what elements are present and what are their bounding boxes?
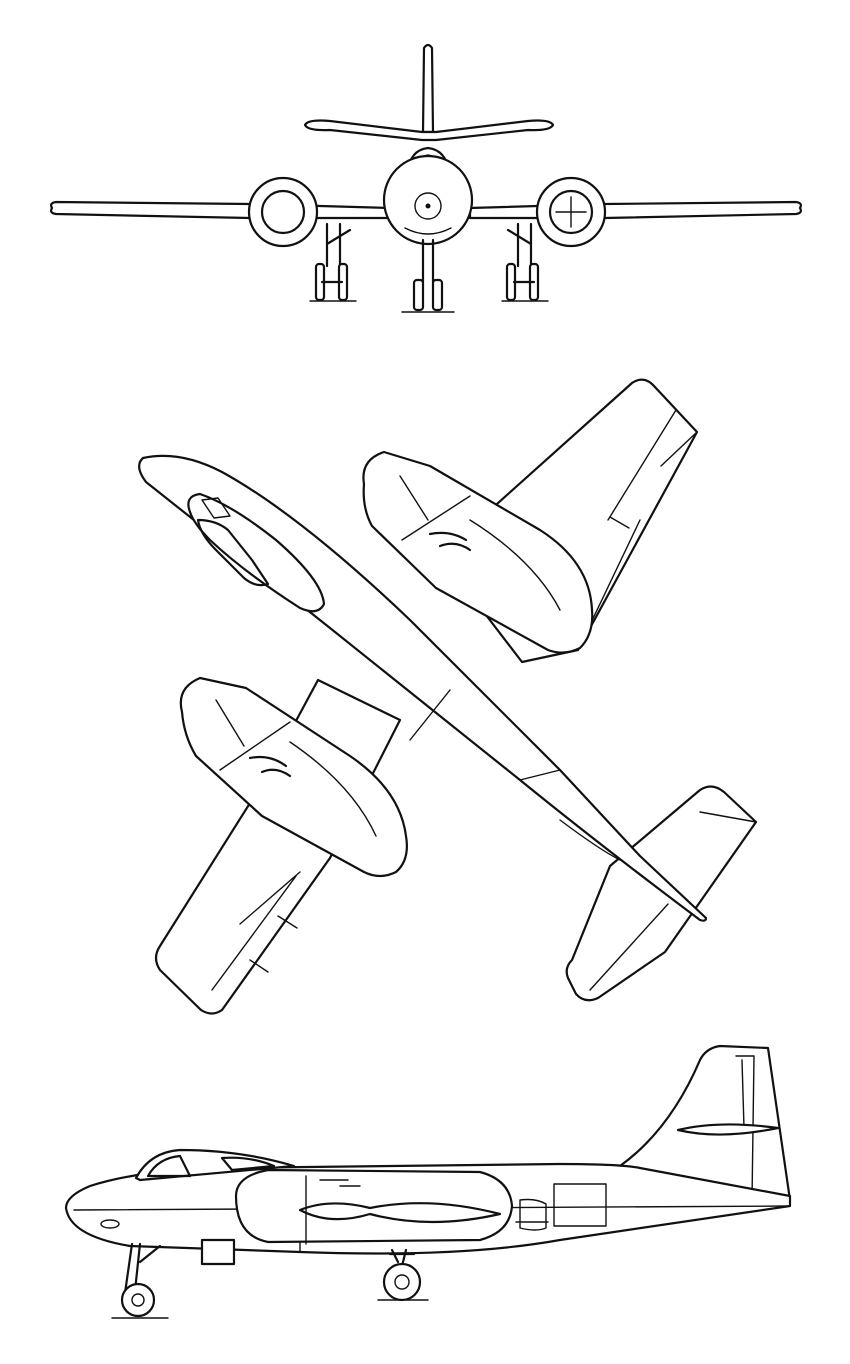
side-ground-line: [112, 1300, 428, 1318]
side-nose-gear: [122, 1244, 160, 1316]
side-main-gear: [384, 1250, 420, 1300]
side-access-panel: [202, 1240, 234, 1264]
